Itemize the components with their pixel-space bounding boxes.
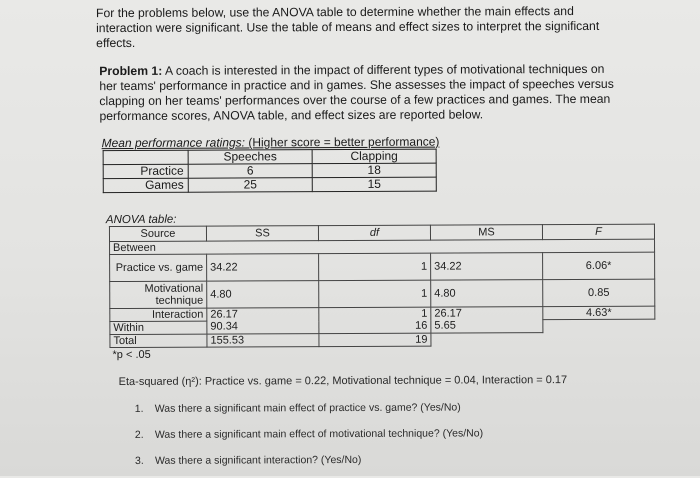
means-cell: 25: [188, 178, 312, 193]
anova-ss-stack: [207, 308, 319, 334]
problem-label: Problem 1:: [99, 63, 163, 79]
anova-caption: ANOVA table:: [105, 213, 177, 227]
means-cell: 18: [312, 163, 436, 178]
instructions-text: For the problems below, use the ANOVA table to determine whether the main effects and interaction were significant. Use the table of means and effect sizes to interpret the significant effects.: [95, 4, 600, 51]
means-row-label: Games: [103, 178, 188, 192]
anova-empty-cell: [431, 333, 543, 346]
problem-description: A coach is interested in the impact of different types of motivational techniques on her teams' performance in practice and in games. She assesses the impact of speeches versus clapping on her teams' performances over the course of a few practices and games. The mean performance scores, ANOVA table, and effect sizes are reported below.: [99, 61, 614, 124]
anova-df-stack: [319, 307, 431, 333]
anova-empty-cell: [543, 332, 655, 345]
anova-f: 6.06*: [543, 252, 655, 279]
means-cell: 6: [188, 164, 312, 179]
anova-source: Interaction: [110, 308, 207, 321]
anova-header-ms: MS: [430, 225, 542, 240]
anova-df: 1: [421, 307, 428, 320]
question-1: [135, 402, 461, 415]
anova-ms: 5.65: [434, 319, 456, 332]
eta-squared-text: Eta-squared (η²): Practice vs. game = 0.22, Motivational technique = 0.04, Interaction = 0.17: [118, 374, 568, 389]
means-row-games: [103, 177, 436, 192]
problem-1-text: [99, 62, 624, 124]
question-text: Was there a significant main effect of motivational technique? (Yes/No): [154, 427, 484, 441]
question-text: Was there a significant interaction? (Yes/No): [154, 453, 362, 467]
anova-source: Practice vs. game: [110, 254, 207, 281]
question-2: [135, 427, 483, 441]
means-header-blank: [103, 150, 188, 164]
anova-header-source: Source: [109, 226, 206, 241]
anova-ss: 34.22: [207, 254, 319, 281]
anova-source: Within: [110, 321, 207, 334]
anova-f: 0.85: [543, 279, 655, 306]
means-row-label: Practice: [103, 164, 188, 178]
means-table: [103, 149, 437, 193]
means-header-clapping: Clapping: [312, 149, 436, 164]
anova-ms: 4.80: [431, 280, 543, 307]
anova-ss: 4.80: [207, 281, 319, 308]
anova-f: 4.63*: [543, 306, 655, 319]
anova-df: 16: [415, 319, 428, 332]
question-text: Was there a significant main effect of practice vs. game? (Yes/No): [154, 401, 461, 415]
anova-source: Total: [110, 334, 207, 347]
means-cell: 15: [312, 177, 436, 192]
anova-ms-stack: [431, 307, 543, 333]
question-number: 1.: [134, 402, 144, 415]
means-caption-plain: (Higher score = better performance): [244, 134, 440, 150]
anova-df: 1: [319, 253, 431, 280]
anova-ms: 34.22: [431, 253, 543, 280]
means-caption: [102, 135, 440, 150]
means-row-practice: [103, 163, 436, 178]
question-number: 2.: [134, 428, 144, 441]
significance-note: *p < .05: [112, 348, 151, 362]
anova-header-ss: SS: [206, 226, 318, 241]
anova-table: [109, 224, 656, 348]
anova-row: [110, 252, 655, 281]
means-caption-italic: Mean performance ratings:: [101, 135, 246, 151]
anova-between-label: Between: [110, 239, 655, 254]
anova-df: 19: [319, 333, 431, 346]
anova-header-f: F: [542, 224, 654, 239]
anova-total-row: [110, 332, 655, 347]
anova-ss: 26.17: [210, 308, 238, 321]
means-header-speeches: Speeches: [188, 150, 312, 165]
anova-source: Motivational technique: [110, 281, 207, 308]
anova-row: [110, 279, 655, 308]
anova-ss: 155.53: [207, 334, 319, 347]
anova-header-df: df: [318, 225, 430, 240]
anova-ms: 26.17: [434, 307, 462, 320]
anova-df: 1: [319, 280, 431, 307]
anova-ss: 90.34: [210, 320, 238, 333]
question-3: [135, 454, 361, 467]
means-header-row: [103, 149, 436, 164]
anova-empty-cell: [543, 319, 655, 332]
question-number: 3.: [134, 454, 144, 467]
